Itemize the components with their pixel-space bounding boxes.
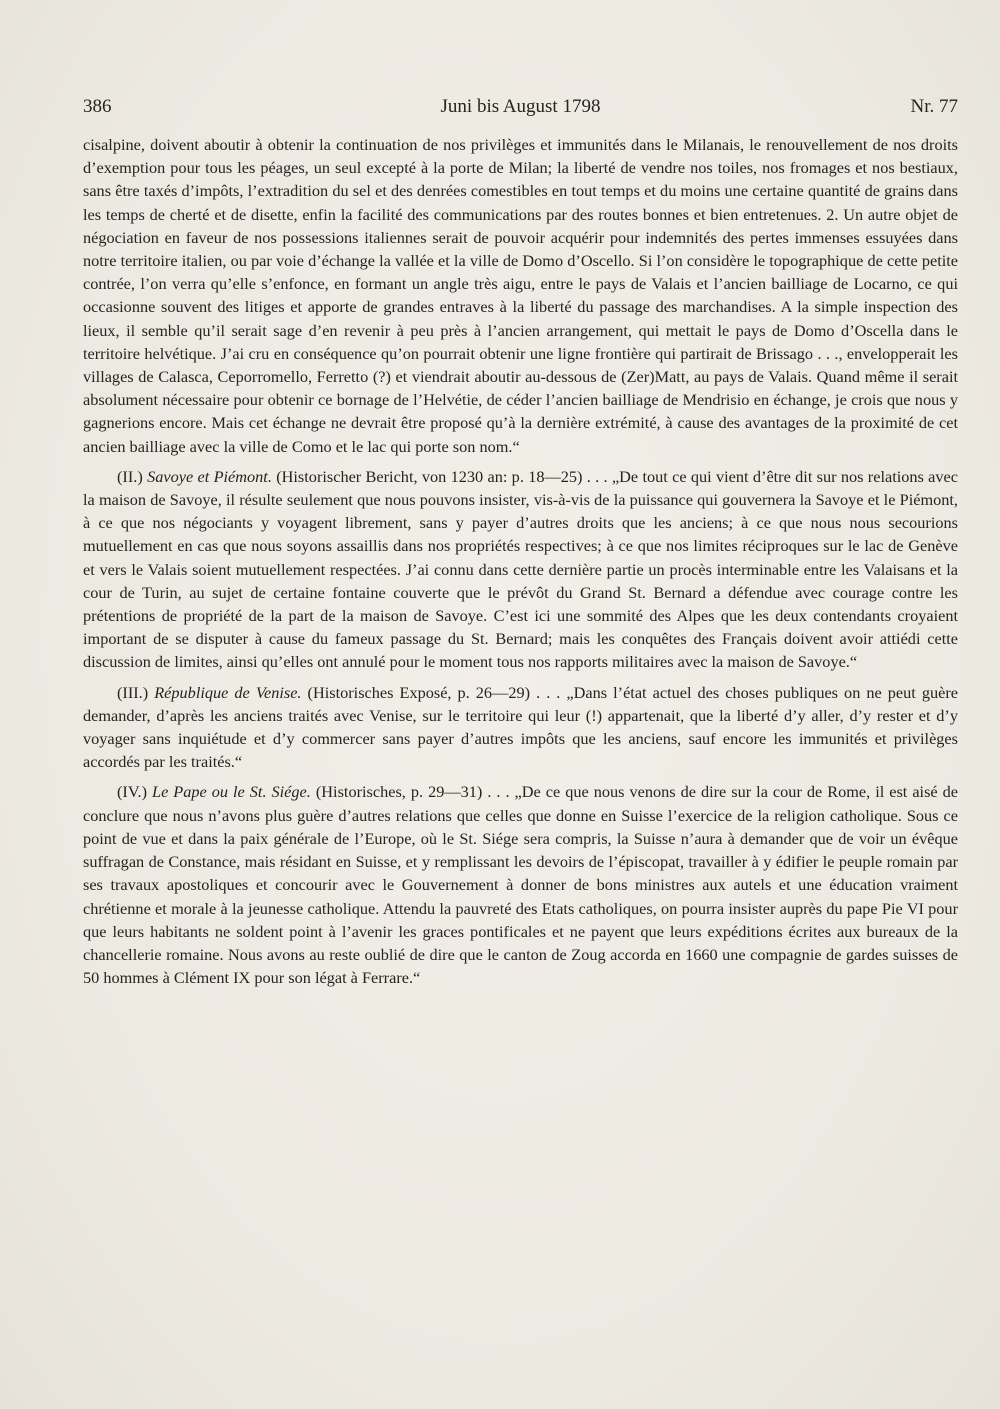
page-number: 386: [83, 96, 112, 117]
section-title: République de Venise.: [154, 682, 302, 702]
entry-number: Nr. 77: [910, 96, 958, 117]
running-title: Juni bis August 1798: [440, 96, 601, 117]
paragraph-text: cisalpine, doivent aboutir à obtenir la continuation de nos privilèges et immunités dans le Milanais, le renouvellement de nos droits d’exemption pour tous les péages, un seul excepté à la porte de Milan; la liberté de vendre nos toiles, nos fromages et nos bestiaux, sans être taxés d’impôts, l’extradition du sel et des denrées comestibles en tout temps et du moins une certaine quantité de grains dans les temps de cherté et de disette, enfin la facilité des communications par des routes bonnes et bien entretenues. 2. Un autre objet de négociation en faveur de nos possessions italiennes serait de pouvoir acquérir pour indemnités des pertes immenses essuyées dans notre territoire italien, ou par voie d’échange la vallée et la ville de Domo d’Oscello. Si l’on considère le topographique de cette petite contrée, l’on verra qu’elle s’enfonce, en formant un angle très aigu, entre le pays de Valais et l’ancien bailliage de Locarno, ce qui occasionne souvent des litiges et apporte de grandes entraves à la liberté du passage des marchandises. A la simple inspection des lieux, il semble qu’il serait sage d’en revenir à peu près à l’ancien arrangement, qui mettait le pays de Domo d’Oscella dans le territoire helvétique. J’ai cru en conséquence qu’on pourrait obtenir une ligne frontière qui partirait de Brissago . . ., envelopperait les villages de Calasca, Ceporromello, Ferretto (?) et viendrait aboutir au-dessous de (Zer)Matt, au pays de Valais. Quand même il serait absolument nécessaire pour obtenir ce bornage de l’Helvétie, de céder l’ancien bailliage de Mendrisio en échange, je crois que nous y gagnerions encore. Mais cet échange ne devrait être proposé qu’à la dernière extrémité, à cause des avantages de la proximité de cet ancien bailliage avec la ville de Como et le lac qui porte son nom.“: [83, 135, 958, 456]
section-label: (II.): [117, 466, 143, 486]
section-label: (IV.): [117, 782, 147, 802]
paragraph-text: (Historisches, p. 29—31) . . . „De ce que nous venons de dire sur la cour de Rome, il est aisé de conclure que nous n’avons plus guère d’autres relations que celles que donne en Suisse l’exercice de la religion catholique. Sous ce point de vue et dans la paix générale de l’Europe, où le St. Siége sera compris, la Suisse n’aura à demander que de voir un évêque suffragan de Constance, mais résidant en Suisse, et y remplissant les devoirs de l’épiscopat, travailler à y édifier le peuple romain par ses travaux apostoliques et concourir avec le Gouvernement à donner de bons ministres aux autels et une éducation vraiment chrétienne et morale à la jeunesse catholique. Attendu la pauvreté des Etats catholiques, on pourra insister auprès du pape Pie VI pour que leurs habitants ne soldent point à l’avenir les graces pontificales et ne payent que leurs expéditions écrites aux bureaux de la chancellerie romaine. Nous avons au reste oublié de dire que le canton de Zoug accorda en 1660 une compagnie de gardes suisses de 50 hommes à Clément IX pour son légat à Ferrare.“: [83, 782, 959, 988]
section-title: Savoye et Piémont.: [147, 466, 272, 486]
paragraph-text: (Historisches Exposé, p. 26—29) . . . „Dans l’état actuel des choses publiques on ne peut guère demander, d’après les anciens traités avec Venise, sur le territoire qui leur (!) appartenait, que la liberté d’y aller, d’y rester et d’y voyager sans inquiétude et d’y commercer sans payer d’autres impôts que les anciens, sauf encore les immunités et privilèges accordés par les traités.“: [83, 682, 959, 772]
section-label: (III.): [117, 682, 149, 702]
paragraph-milanais-continuation: [83, 133, 958, 458]
body-text: [83, 133, 958, 996]
section-title: Le Pape ou le St. Siége.: [152, 782, 311, 802]
paragraph-pape: [83, 780, 958, 989]
paragraph-text: (Historischer Bericht, von 1230 an: p. 18—25) . . . „De tout ce qui vient d’être dit sur nos relations avec la maison de Savoye, il résulte seulement que nous pouvons insister, vis-à-vis de la puissance qui gouvernera la Savoye et le Piémont, à ce que nos négociants y voyagent librement, sans y payer d’autres droits que les anciens; à ce que nous nous secourions mutuellement en cas que nous soyons assaillis dans nos propriétés respectives; à ce que nos limites réciproques sur le lac de Genève et vers le Valais soient mutuellement respectées. J’ai connu dans cette dernière partie un procès interminable entre les Valaisans et la cour de Turin, au sujet de certaine fontaine couverte que le prévôt du Grand St. Bernard a défendue avec courage contre les prétentions de propriété de la part de la maison de Savoye. C’est ici une sommité des Alpes que les deux contendants croyaient important de se disputer à cause du fameux passage du St. Bernard; mais les conquêtes des Français doivent avoir attiédi cette discussion de limites, ainsi qu’elles ont annulé pour le moment tous nos rapports militaires avec la maison de Savoye.“: [83, 466, 958, 672]
paragraph-savoye: [83, 465, 958, 674]
paragraph-venise: [83, 681, 958, 774]
running-head: [83, 96, 958, 126]
